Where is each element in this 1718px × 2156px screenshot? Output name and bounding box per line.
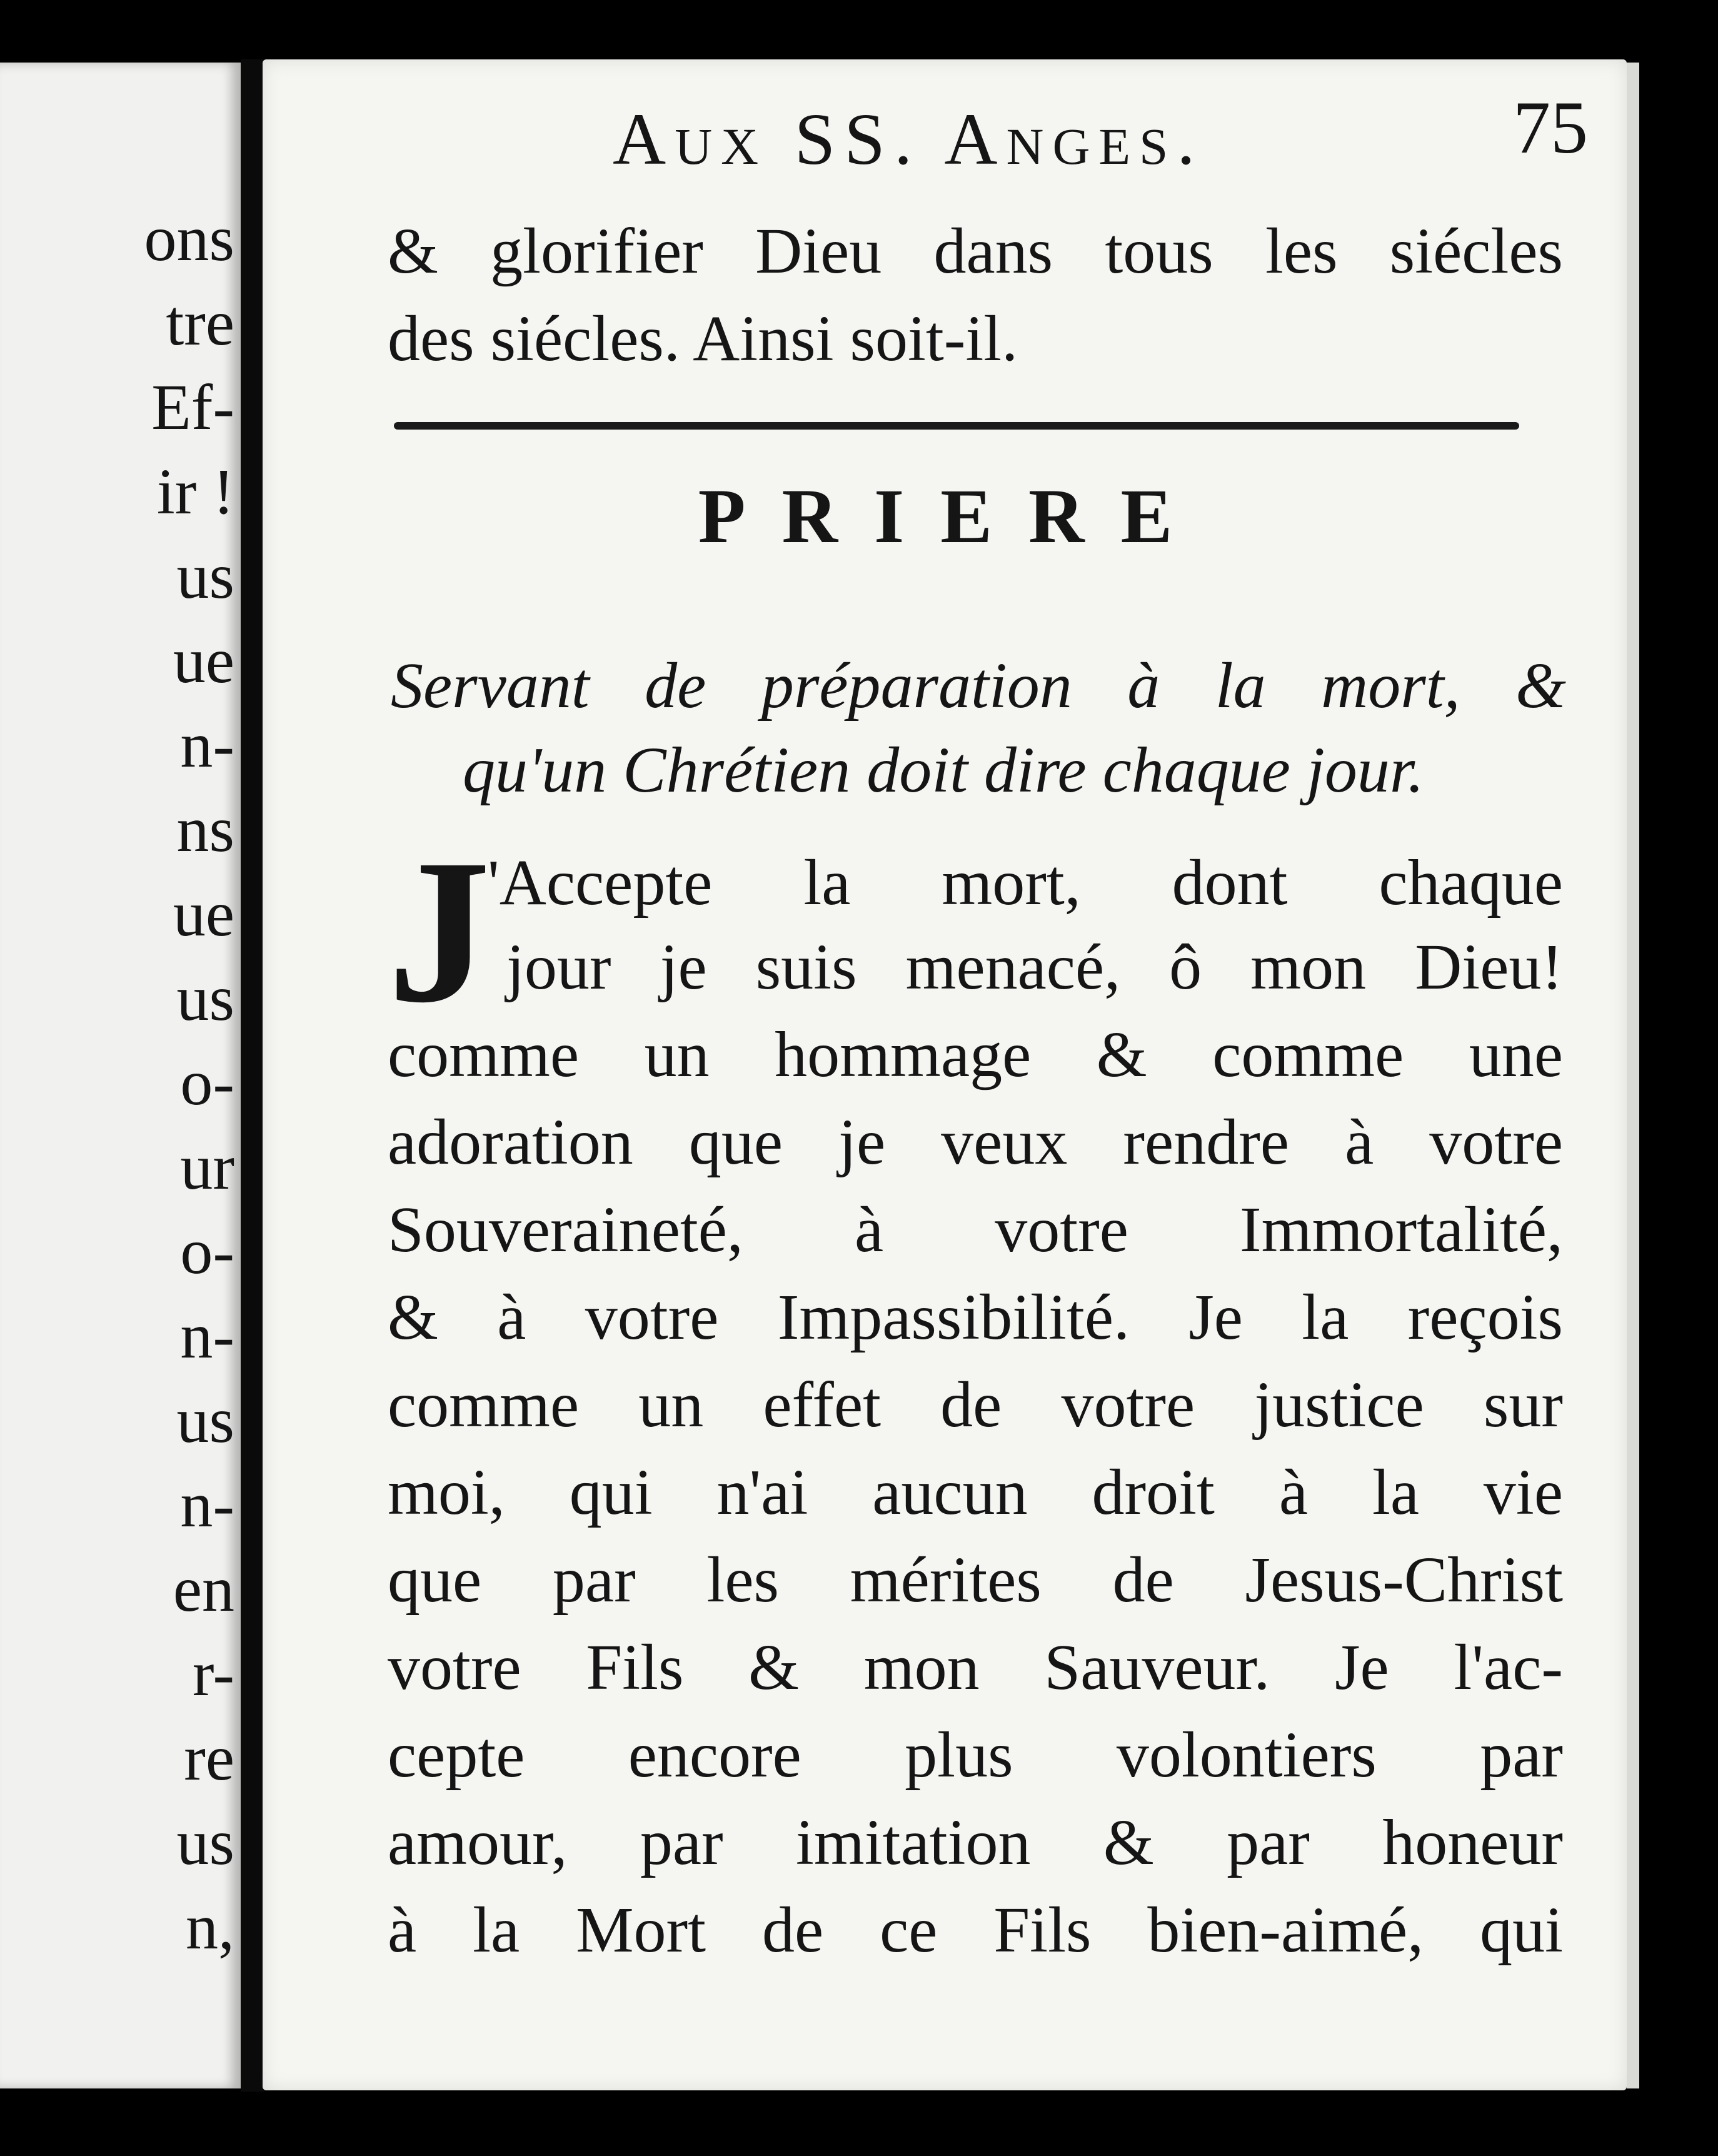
body-line: jour je suis menacé, ô mon Dieu! <box>506 931 1563 1003</box>
body-line: votre Fils & mon Sauveur. Je l'ac- <box>388 1631 1563 1703</box>
prayer-heading: PRIERE <box>698 473 1209 559</box>
left-line-ending: tre <box>166 287 234 359</box>
left-line-ending: n- <box>180 1300 234 1372</box>
running-head <box>613 84 1588 180</box>
left-line-ending: o- <box>180 1047 234 1119</box>
body-line: comme un effet de votre justice sur <box>388 1369 1563 1441</box>
previous-page-fragment <box>0 63 241 2088</box>
body-line: amour, par imitation & par honeur <box>388 1806 1563 1878</box>
body-line: comme un hommage & comme une <box>388 1019 1563 1091</box>
left-line-ending: ur <box>180 1131 234 1203</box>
left-line-ending: ns <box>176 793 234 865</box>
left-line-ending: Ef- <box>151 371 234 443</box>
section-rule <box>394 422 1519 430</box>
left-line-ending: re <box>184 1722 234 1794</box>
drop-cap: J <box>388 817 491 1045</box>
left-line-ending: en <box>173 1553 234 1625</box>
left-line-ending: us <box>176 1384 234 1456</box>
left-line-ending: n- <box>180 1469 234 1541</box>
left-line-ending: ue <box>173 625 234 697</box>
body-line: à la Mort de ce Fils bien-aimé, qui <box>388 1894 1563 1966</box>
left-line-ending: us <box>176 962 234 1034</box>
book-page <box>263 59 1627 2090</box>
left-line-ending: us <box>176 1806 234 1878</box>
body-line: moi, qui n'ai aucun droit à la vie <box>388 1456 1563 1528</box>
left-line-ending: n, <box>186 1891 234 1963</box>
left-line-ending: ir ! <box>156 456 234 528</box>
running-head-title: Aux SS. Anges. <box>613 98 1204 180</box>
left-line-ending: ons <box>144 203 234 275</box>
carryover-line: & glorifier Dieu dans tous les siécles <box>388 215 1563 287</box>
left-line-ending: o- <box>180 1216 234 1287</box>
body-line: Souveraineté, à votre Immortalité, <box>388 1194 1563 1266</box>
page-number: 75 <box>1513 86 1588 169</box>
page-edge <box>1627 63 1639 2088</box>
prayer-subtitle-line: qu'un Chrétien doit dire chaque jour. <box>463 734 1424 806</box>
left-line-ending: ue <box>173 878 234 950</box>
prayer-subtitle-line: Servant de préparation à la mort, & <box>391 650 1566 722</box>
body-line: cepte encore plus volontiers par <box>388 1719 1563 1791</box>
left-line-ending: r- <box>192 1638 234 1710</box>
body-line: & à votre Impassibilité. Je la reçois <box>388 1281 1563 1353</box>
carryover-line: des siécles. Ainsi soit-il. <box>388 303 1018 375</box>
body-line: que par les mérites de Jesus-Christ <box>388 1544 1563 1616</box>
body-line: 'Accepte la mort, dont chaque <box>488 847 1563 919</box>
book-gutter <box>241 59 264 2092</box>
left-line-ending: n- <box>180 709 234 781</box>
body-line: adoration que je veux rendre à votre <box>388 1106 1563 1178</box>
left-line-ending: us <box>176 540 234 612</box>
